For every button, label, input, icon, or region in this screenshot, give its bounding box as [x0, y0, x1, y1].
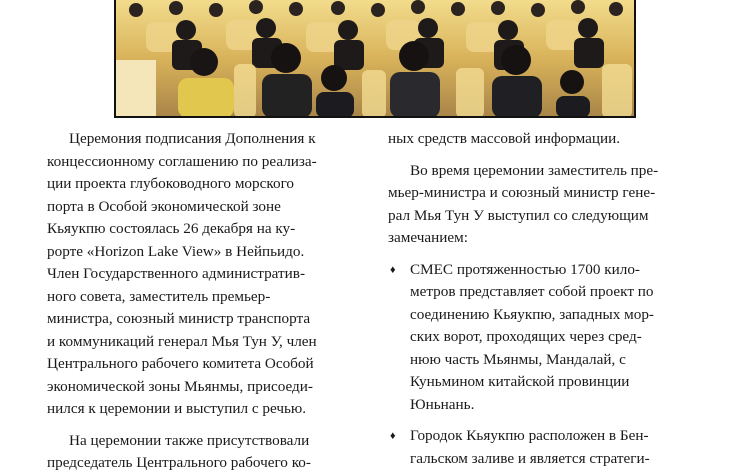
text-line: нился к церемонии и выступил с речью.: [47, 400, 307, 417]
left-column: [47, 128, 363, 475]
text-line: Член Государственного административ-: [47, 265, 306, 282]
ceremony-photo: [114, 0, 636, 118]
diamond-bullet-icon: ♦: [390, 430, 396, 442]
text-line: рал Мья Тун У выступил со следующим: [388, 206, 649, 224]
diamond-bullet-icon: ♦: [390, 263, 396, 276]
text-line: мьер-министра и союзный министр гене-: [388, 184, 656, 201]
text-line: и коммуникаций генерал Мья Тун У, член: [47, 332, 317, 350]
bullet-item-1: [388, 259, 702, 417]
text-line: министра, союзный министр транспорта: [47, 310, 311, 327]
text-line: ных средств массовой информации.: [388, 130, 621, 147]
article-paragraph-speech: [388, 160, 702, 250]
text-line: ции проекта глубоководного морского: [47, 175, 295, 192]
text-line: гальском заливе и является стратеги-: [410, 449, 650, 467]
text-line: Кьяукпю состоялась 26 декабря на ку-: [47, 220, 296, 237]
bullet-item-2: [388, 425, 702, 470]
text-line: экономической зоны Мьянмы, присоеди-: [47, 377, 313, 395]
text-line: Во время церемонии заместитель пре-: [410, 161, 659, 179]
text-line: На церемонии также присутствовали: [69, 431, 310, 449]
text-line: рорте «Horizon Lake View» в Нейпьидо.: [47, 242, 305, 260]
text-line: концессионному соглашению по реализа-: [47, 152, 317, 170]
text-line: замечанием:: [388, 229, 468, 246]
text-line: порта в Особой экономической зоне: [47, 197, 281, 215]
article-paragraph-2: [47, 430, 363, 475]
text-line: Центрального рабочего комитета Особой: [47, 355, 314, 372]
text-line: Куньмином китайской провинции: [410, 373, 630, 390]
text-line: соединению Кьяукпю, западных мор-: [410, 305, 654, 323]
text-line: нюю часть Мьянмы, Мандалай, с: [410, 350, 626, 368]
text-line: Церемония подписания Дополнения к: [69, 130, 316, 147]
article-paragraph-1: [47, 128, 363, 421]
audience-illustration: [116, 0, 634, 118]
text-line: Городок Кьяукпю расположен в Бен-: [410, 427, 649, 444]
text-line: ских ворот, проходящих через сред-: [410, 328, 642, 345]
text-line: Юньнань.: [410, 395, 475, 413]
right-column: [388, 128, 702, 470]
text-line: метров представляет собой проект по: [410, 283, 654, 300]
text-line: ного совета, заместитель премьер-: [47, 287, 271, 305]
text-line: председатель Центрального рабочего ко-: [47, 454, 311, 471]
text-line: CMEC протяженностью 1700 кило-: [410, 260, 640, 278]
